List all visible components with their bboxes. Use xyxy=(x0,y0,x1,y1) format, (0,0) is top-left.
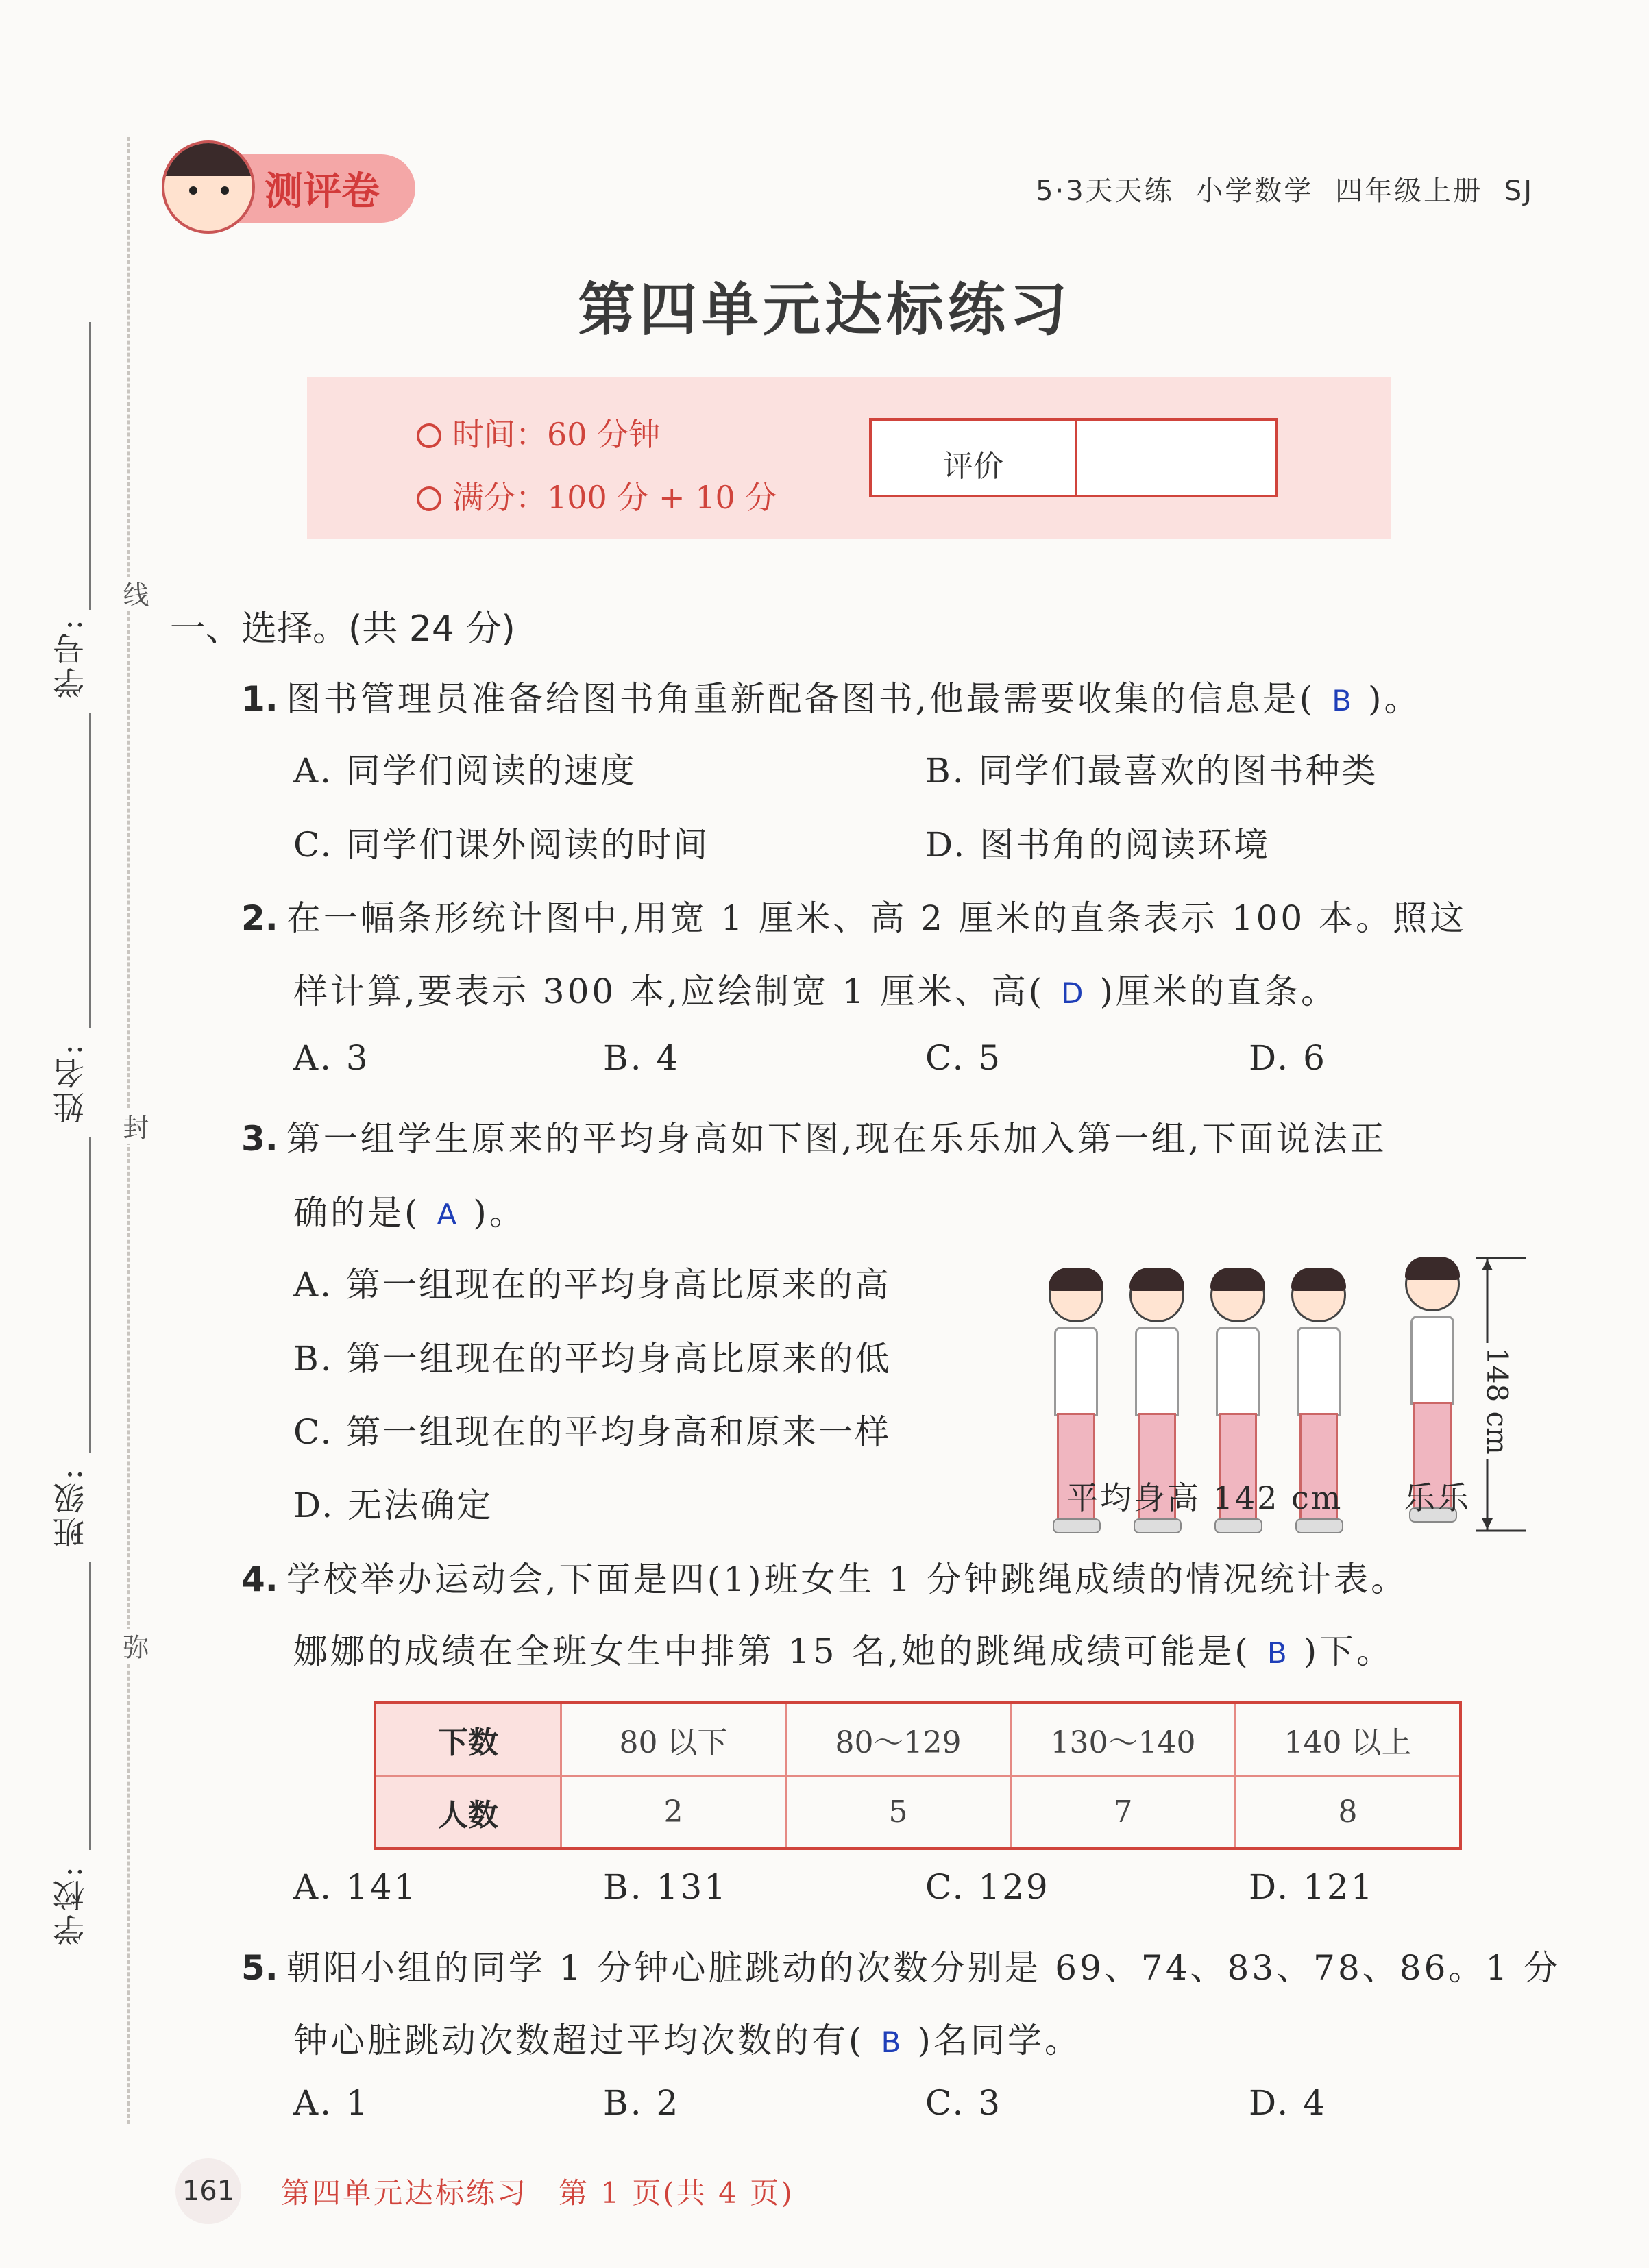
option-d[interactable]: D. 图书角的阅读环境 xyxy=(925,825,1271,865)
grade-box xyxy=(869,418,1278,497)
question-number: 4. xyxy=(241,1560,278,1599)
body xyxy=(1216,1327,1260,1416)
table-cell: 140 以上 xyxy=(1236,1703,1461,1776)
score-text: 满分：100 分 + 10 分 xyxy=(452,479,777,516)
question-text-end: )名同学。 xyxy=(917,2021,1082,2060)
cut-mark-seal: 封 xyxy=(115,1110,153,1144)
page-title: 第四单元达标练习 xyxy=(577,275,1071,343)
table-cell: 5 xyxy=(786,1776,1011,1849)
option-d[interactable]: D. 6 xyxy=(1249,1038,1327,1078)
table-cell: 8 xyxy=(1236,1776,1461,1849)
answer-mark[interactable]: B xyxy=(1332,684,1352,717)
question-text: 确的是( xyxy=(293,1193,421,1233)
question-number: 1. xyxy=(241,679,278,719)
section-title: 一、选择。(共 24 分) xyxy=(170,608,515,650)
body xyxy=(1297,1327,1341,1416)
option-c[interactable]: C. 129 xyxy=(925,1867,1050,1907)
table-row xyxy=(375,1776,1461,1849)
jump-rope-table xyxy=(374,1701,1462,1850)
student-id-label: 学号: xyxy=(52,617,89,699)
option-b[interactable]: B. 131 xyxy=(603,1867,728,1907)
check-circle-icon xyxy=(417,486,441,511)
grade-value-field[interactable] xyxy=(1077,421,1275,495)
option-a[interactable]: A. 同学们阅读的速度 xyxy=(293,751,637,791)
option-a[interactable]: A. 141 xyxy=(293,1867,418,1907)
info-box xyxy=(307,377,1391,539)
class-field[interactable] xyxy=(89,1137,91,1453)
answer-mark[interactable]: B xyxy=(881,2025,901,2059)
option-b[interactable]: B. 4 xyxy=(603,1038,681,1078)
question-2-line2 xyxy=(293,964,1338,1013)
badge-text: 测评卷 xyxy=(265,169,380,214)
test-badge xyxy=(162,140,419,223)
student-id-field[interactable] xyxy=(89,322,91,610)
question-1 xyxy=(241,671,1421,721)
question-text: 学校举办运动会,下面是四(1)班女生 1 分钟跳绳成绩的情况统计表。 xyxy=(286,1560,1408,1599)
row-header-people: 人数 xyxy=(375,1776,561,1849)
question-3 xyxy=(241,1111,1387,1161)
question-text-end: )厘米的直条。 xyxy=(1099,972,1338,1011)
table-cell: 2 xyxy=(561,1776,786,1849)
school-label: 学校: xyxy=(52,1864,89,1946)
option-d[interactable]: D. 无法确定 xyxy=(293,1486,493,1525)
clock-icon xyxy=(417,423,441,448)
school-field[interactable] xyxy=(89,1562,91,1850)
question-text: 图书管理员准备给图书角重新配备图书,他最需要收集的信息是( xyxy=(286,679,1316,719)
question-text: 朝阳小组的同学 1 分钟心脏跳动的次数分别是 69、74、83、78、86。1 分 xyxy=(286,1948,1561,1988)
shoe xyxy=(1053,1518,1101,1533)
table-cell: 130～140 xyxy=(1011,1703,1236,1776)
option-b[interactable]: B. 2 xyxy=(603,2083,681,2123)
body xyxy=(1054,1327,1098,1416)
question-number: 3. xyxy=(241,1119,278,1159)
question-2 xyxy=(241,891,1467,940)
shoe xyxy=(1295,1518,1343,1533)
option-d[interactable]: D. 121 xyxy=(1249,1867,1375,1907)
shoe xyxy=(1214,1518,1262,1533)
name-label: 姓名: xyxy=(52,1041,89,1124)
table-row xyxy=(375,1703,1461,1776)
grade-label: 评价 xyxy=(943,449,1003,484)
cut-mark-closure: 弥 xyxy=(115,1629,153,1664)
hair xyxy=(1210,1268,1265,1291)
time-text: 时间：60 分钟 xyxy=(452,416,661,453)
hair xyxy=(1049,1268,1103,1291)
question-4 xyxy=(241,1552,1408,1601)
answer-mark[interactable]: D xyxy=(1061,976,1084,1010)
option-c[interactable]: C. 同学们课外阅读的时间 xyxy=(293,825,710,865)
option-b[interactable]: B. 同学们最喜欢的图书种类 xyxy=(925,751,1378,791)
option-b[interactable]: B. 第一组现在的平均身高比原来的低 xyxy=(293,1339,892,1379)
height-value-label: 148 cm xyxy=(1480,1343,1514,1459)
body xyxy=(1135,1327,1179,1416)
full-score xyxy=(417,473,777,518)
question-text-end: )。 xyxy=(473,1193,526,1233)
question-text: 第一组学生原来的平均身高如下图,现在乐乐加入第一组,下面说法正 xyxy=(286,1119,1387,1159)
answer-mark[interactable]: B xyxy=(1267,1636,1287,1670)
cut-mark-line: 线 xyxy=(115,577,153,611)
table-cell: 7 xyxy=(1011,1776,1236,1849)
lele-caption: 乐乐 xyxy=(1404,1479,1471,1516)
option-c[interactable]: C. 3 xyxy=(925,2083,1003,2123)
question-text: 在一幅条形统计图中,用宽 1 厘米、高 2 厘米的直条表示 100 本。照这 xyxy=(286,898,1467,938)
hair xyxy=(1291,1268,1346,1291)
question-5-line2 xyxy=(293,2013,1082,2062)
hair xyxy=(1405,1257,1460,1280)
time-limit xyxy=(417,410,660,455)
question-3-line2 xyxy=(293,1185,526,1235)
table-cell: 80～129 xyxy=(786,1703,1011,1776)
class-label: 班级: xyxy=(52,1466,89,1549)
body xyxy=(1410,1316,1454,1405)
row-header-count: 下数 xyxy=(375,1703,561,1776)
question-5 xyxy=(241,1940,1561,1990)
question-text: 样计算,要表示 300 本,应绘制宽 1 厘米、高( xyxy=(293,972,1045,1011)
avatar-eyes-icon xyxy=(185,186,233,195)
group-average-caption: 平均身高 142 cm xyxy=(1066,1479,1343,1516)
question-text-end: )。 xyxy=(1368,679,1421,719)
question-text: 钟心脏跳动次数超过平均次数的有( xyxy=(293,2021,865,2060)
question-text-end: )下。 xyxy=(1303,1631,1394,1671)
question-number: 2. xyxy=(241,898,278,938)
option-a[interactable]: A. 第一组现在的平均身高比原来的高 xyxy=(293,1265,891,1305)
option-c[interactable]: C. 第一组现在的平均身高和原来一样 xyxy=(293,1412,892,1452)
page-number: 161 xyxy=(175,2158,241,2224)
answer-mark[interactable]: A xyxy=(437,1198,457,1231)
shoe xyxy=(1134,1518,1182,1533)
option-c[interactable]: C. 5 xyxy=(925,1038,1003,1078)
table-cell: 80 以下 xyxy=(561,1703,786,1776)
question-text: 娜娜的成绩在全班女生中排第 15 名,她的跳绳成绩可能是( xyxy=(293,1631,1251,1671)
footer-text: 第四单元达标练习 第 1 页(共 4 页) xyxy=(281,2176,794,2210)
question-4-line2 xyxy=(293,1624,1393,1673)
avatar-hair xyxy=(164,143,252,176)
option-d[interactable]: D. 4 xyxy=(1249,2083,1327,2123)
question-number: 5. xyxy=(241,1948,278,1988)
option-a[interactable]: A. 3 xyxy=(293,1038,370,1078)
book-series: 5·3天天练 小学数学 四年级上册 SJ xyxy=(1036,175,1534,207)
name-field[interactable] xyxy=(89,713,91,1028)
option-a[interactable]: A. 1 xyxy=(293,2083,370,2123)
hair xyxy=(1129,1268,1184,1291)
mascot-avatar-icon xyxy=(162,140,255,234)
